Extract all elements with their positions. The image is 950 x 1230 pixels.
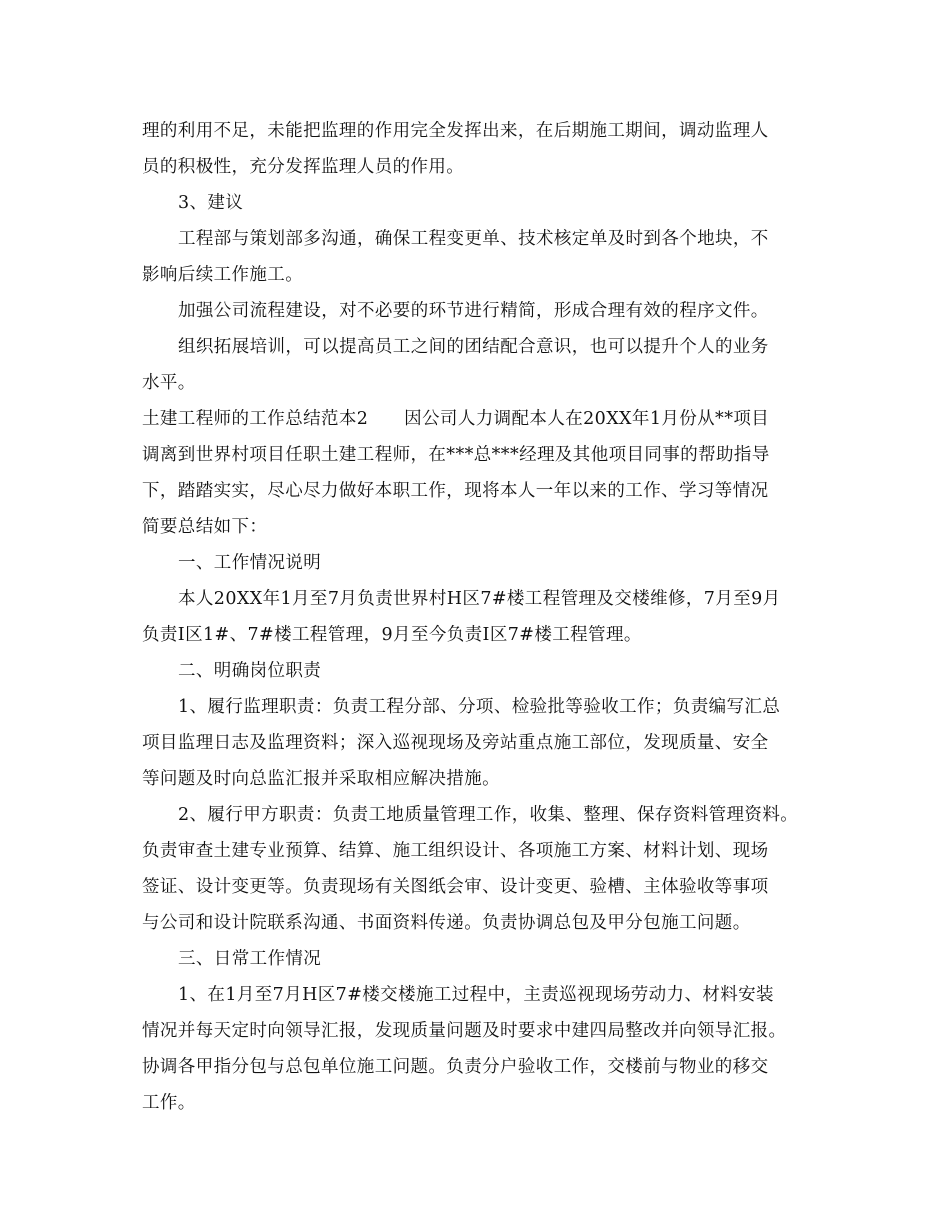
text-line: 与公司和设计院联系沟通、书面资料传递。负责协调总包及甲分包施工问题。 (142, 913, 751, 933)
text-line: 等问题及时向总监汇报并采取相应解决措施。 (142, 769, 500, 789)
text-line: 3、建议 (178, 193, 244, 213)
text-line: 负责审查土建专业预算、结算、施工组织设计、各项施工方案、材料计划、现场 (142, 841, 769, 861)
text-line: 理的利用不足，未能把监理的作用完全发挥出来，在后期施工期间，调动监理人 (142, 121, 769, 141)
text-line: 签证、设计变更等。负责现场有关图纸会审、设计变更、验槽、主体验收等事项 (142, 877, 769, 897)
text-line: 员的积极性，充分发挥监理人员的作用。 (142, 157, 465, 177)
text-line: 本人20XX年1月至7月负责世界村H区7#楼工程管理及交楼维修，7月至9月 (178, 589, 781, 609)
text-line: 协调各甲指分包与总包单位施工问题。负责分户验收工作，交楼前与物业的移交 (142, 1057, 769, 1077)
text-line: 一、工作情况说明 (178, 553, 322, 573)
text-line: 三、日常工作情况 (178, 949, 322, 969)
text-line: 加强公司流程建设，对不必要的环节进行精简，形成合理有效的程序文件。 (178, 301, 769, 321)
text-line: 工程部与策划部多沟通，确保工程变更单、技术核定单及时到各个地块，不 (178, 229, 769, 249)
text-line: 工作。 (142, 1093, 196, 1113)
text-line: 负责I区1#、7#楼工程管理，9月至今负责I区7#楼工程管理。 (142, 625, 642, 645)
text-line: 下，踏踏实实，尽心尽力做好本职工作，现将本人一年以来的工作、学习等情况 (142, 481, 769, 501)
text-line: 简要总结如下： (142, 517, 268, 537)
text-line: 1、履行监理职责：负责工程分部、分项、检验批等验收工作；负责编写汇总 (178, 697, 781, 717)
text-line: 土建工程师的工作总结范本2 因公司人力调配本人在20XX年1月份从**项目 (142, 409, 770, 429)
text-line: 1、在1月至7月H区7#楼交楼施工过程中，主责巡视现场劳动力、材料安装 (178, 985, 774, 1005)
text-line: 2、履行甲方职责：负责工地质量管理工作，收集、整理、保存资料管理资料。 (178, 805, 799, 825)
text-line: 项目监理日志及监理资料；深入巡视现场及旁站重点施工部位，发现质量、安全 (142, 733, 769, 753)
text-line: 影响后续工作施工。 (142, 265, 304, 285)
text-line: 水平。 (142, 373, 196, 393)
text-line: 情况并每天定时向领导汇报，发现质量问题及时要求中建四局整改并向领导汇报。 (142, 1021, 787, 1041)
text-line: 调离到世界村项目任职土建工程师，在***总***经理及其他项目同事的帮助指导 (142, 445, 770, 465)
text-line: 组织拓展培训，可以提高员工之间的团结配合意识，也可以提升个人的业务 (178, 337, 769, 357)
text-line: 二、明确岗位职责 (178, 661, 322, 681)
